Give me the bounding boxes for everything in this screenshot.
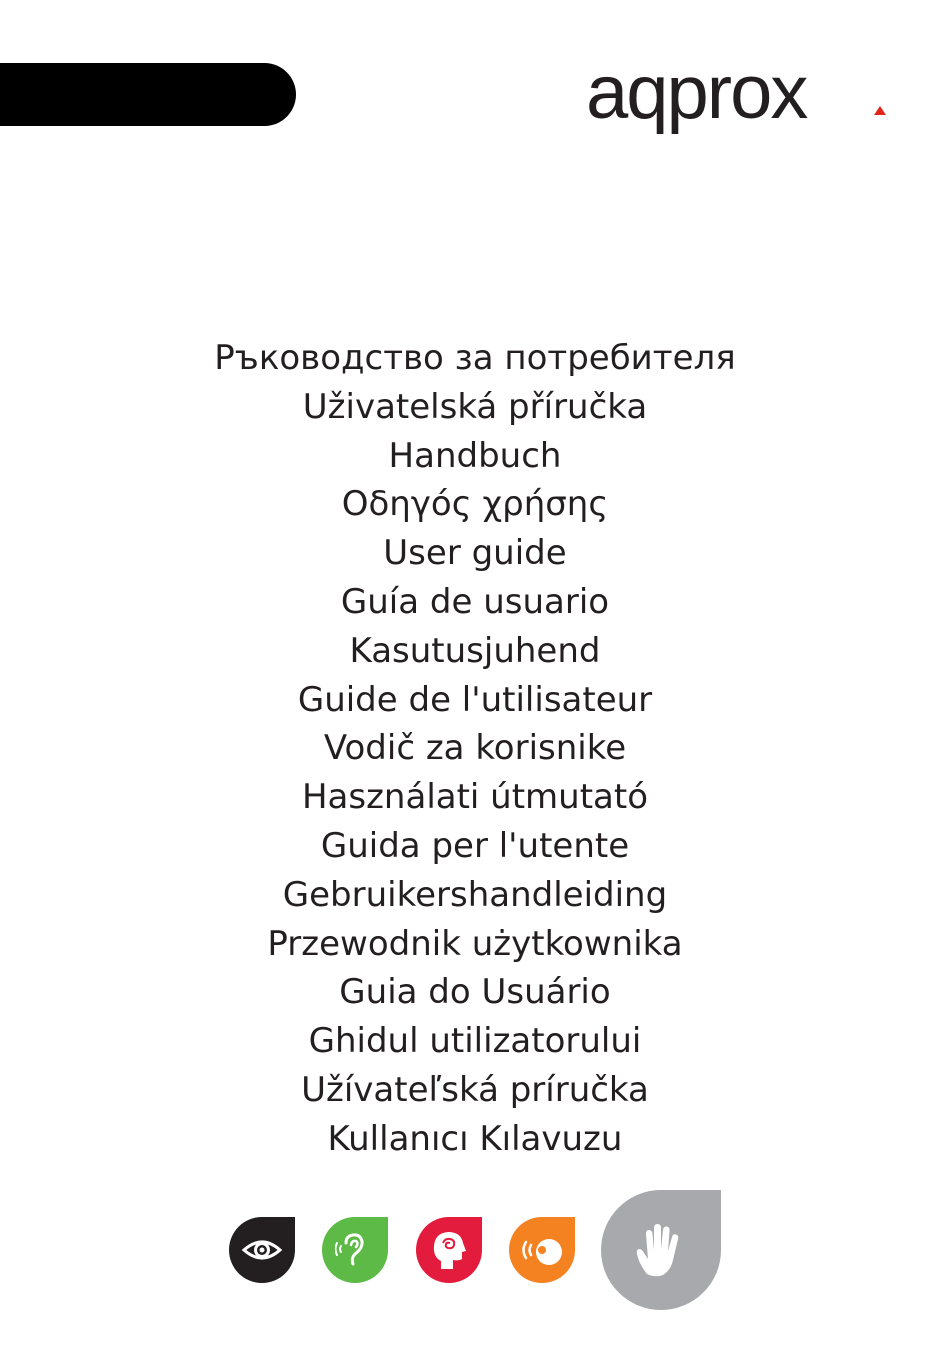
title-pt: Guia do Usuário xyxy=(339,972,611,1013)
title-fr: Guide de l'utilisateur xyxy=(297,679,653,720)
speaking-face-icon xyxy=(509,1217,575,1283)
title-nl: Gebruikershandleiding xyxy=(282,874,668,915)
brain-head-icon xyxy=(416,1217,482,1283)
title-tr: Kullanıcı Kılavuzu xyxy=(327,1118,623,1159)
black-header-tab xyxy=(0,63,296,126)
title-en: User guide xyxy=(383,533,567,574)
title-es: Guía de usuario xyxy=(340,581,610,622)
title-et: Kasutusjuhend xyxy=(349,630,601,671)
title-it: Guida per l'utente xyxy=(320,825,630,866)
title-bg: Ръководство за потребителя xyxy=(214,338,736,378)
language-title-list xyxy=(0,334,950,1164)
logo-wordmark: aqprox xyxy=(586,50,807,135)
eye-icon xyxy=(229,1217,295,1283)
title-cs: Uživatelská příručka xyxy=(302,386,648,427)
title-sk: Užívateľská príručka xyxy=(301,1069,649,1110)
aqprox-logo xyxy=(586,52,888,134)
senses-icon-row xyxy=(0,1186,950,1316)
title-el: Οδηγός χρήσης xyxy=(341,484,609,525)
title-hr: Vodič za korisnike xyxy=(323,728,627,769)
logo-red-triangle xyxy=(874,106,886,115)
hand-icon xyxy=(601,1190,721,1310)
title-pl: Przewodnik użytkownika xyxy=(267,923,683,964)
title-hu: Használati útmutató xyxy=(301,777,649,818)
title-ro: Ghidul utilizatorului xyxy=(308,1021,642,1062)
ear-icon xyxy=(322,1217,388,1283)
title-de: Handbuch xyxy=(388,435,562,476)
